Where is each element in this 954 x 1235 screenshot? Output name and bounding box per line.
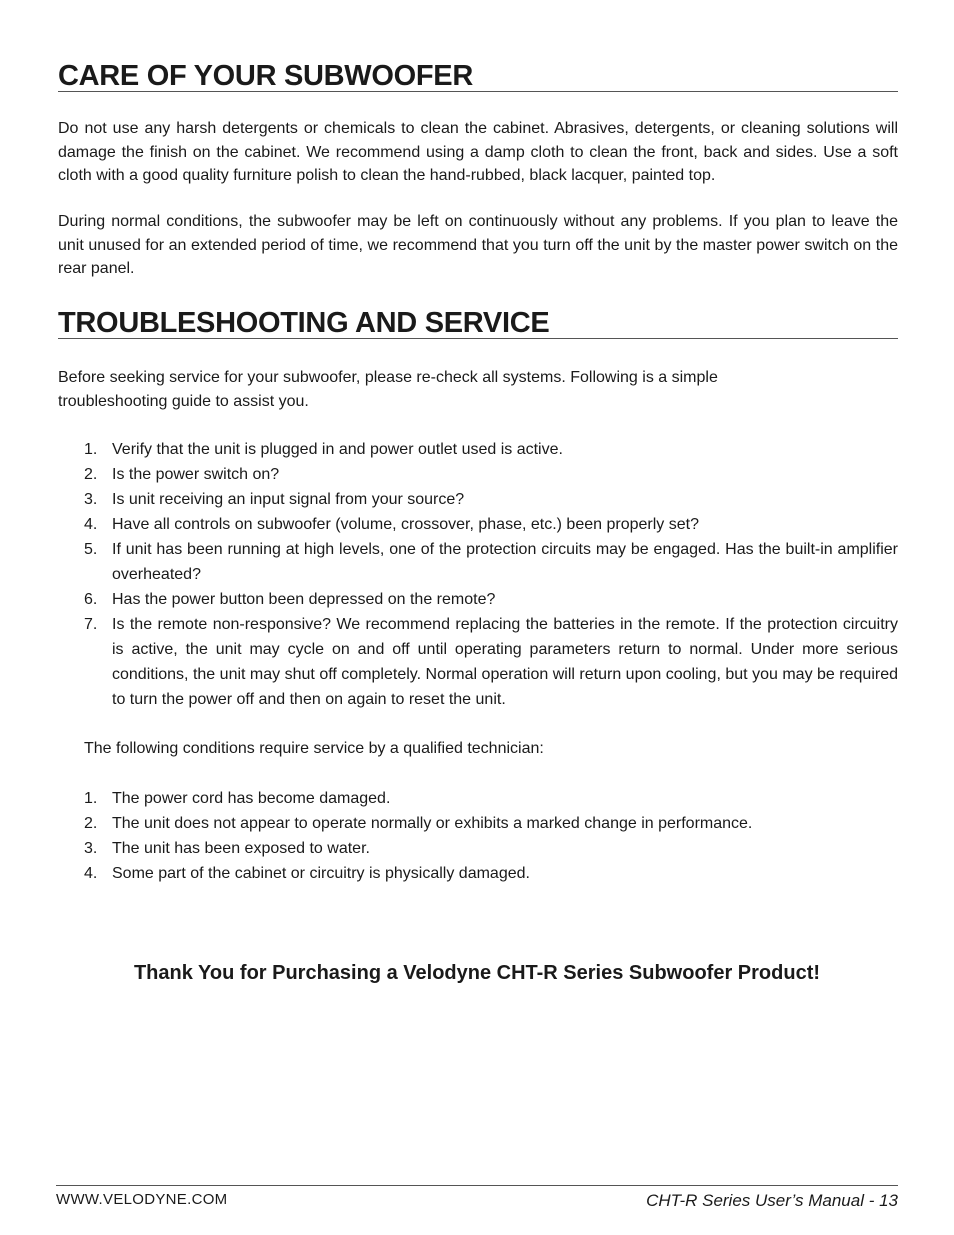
checklist (84, 437, 898, 712)
list-item: 2. The unit does not appear to operate normally or exhibits a marked change in performance. (84, 815, 753, 832)
list-item: 1. The power cord has become damaged. (84, 790, 391, 807)
list-item: 3. Is unit receiving an input signal from your source? (84, 491, 465, 508)
list-item: 5. If unit has been running at high levels, one of the protection circuits may be engaged. Has the built-in amplifier overheated? (84, 541, 898, 583)
list-item: 6. Has the power button been depressed on the remote? (84, 591, 496, 608)
troubleshooting-heading: TROUBLESHOOTING AND SERVICE (58, 308, 898, 339)
care-paragraph-1: Do not use any harsh detergents or chemicals to clean the cabinet. Abrasives, detergents, or cleaning solutions will damage the finish on the cabinet. We recommend using a damp cloth to clean the front, back and sides. Use a soft cloth with a good quality furniture polish to clean the hand-rubbed, black lacquer, painted top. (58, 120, 898, 184)
troubleshooting-intro: Before seeking service for your subwoofer, please re-check all systems. Following is a simple troubleshooting guide to assist you. (58, 369, 718, 410)
service-intro: The following conditions require service by a qualified technician: (84, 740, 544, 757)
footer-website: WWW.VELODYNE.COM (56, 1191, 228, 1208)
care-heading: CARE OF YOUR SUBWOOFER (58, 61, 898, 92)
list-item: 2. Is the power switch on? (84, 466, 280, 483)
list-item: 4. Some part of the cabinet or circuitry is physically damaged. (84, 865, 530, 882)
list-item: 4. Have all controls on subwoofer (volume, crossover, phase, etc.) been properly set? (84, 516, 699, 533)
footer-divider (56, 1185, 898, 1186)
service-list (84, 786, 898, 886)
list-item: 7. Is the remote non-responsive? We recommend replacing the batteries in the remote. If the protection circuitry is active, the unit may cycle on and off until operating parameters return to normal. Under more serious conditions, the unit may shut off completely. Normal operation will return upon cooling, but you may be required to turn the power off and then on again to reset the unit. (84, 616, 898, 708)
footer-page-label: CHT-R Series User’s Manual - 13 (646, 1191, 898, 1210)
list-item: 3. The unit has been exposed to water. (84, 840, 370, 857)
list-item: 1. Verify that the unit is plugged in and power outlet used is active. (84, 441, 563, 458)
care-paragraph-2: During normal conditions, the subwoofer may be left on continuously without any problems. If you plan to leave the unit unused for an extended period of time, we recommend that you turn off the unit by the master power switch on the rear panel. (58, 213, 898, 277)
thank-you-message: Thank You for Purchasing a Velodyne CHT-R Series Subwoofer Product! (133, 962, 821, 984)
